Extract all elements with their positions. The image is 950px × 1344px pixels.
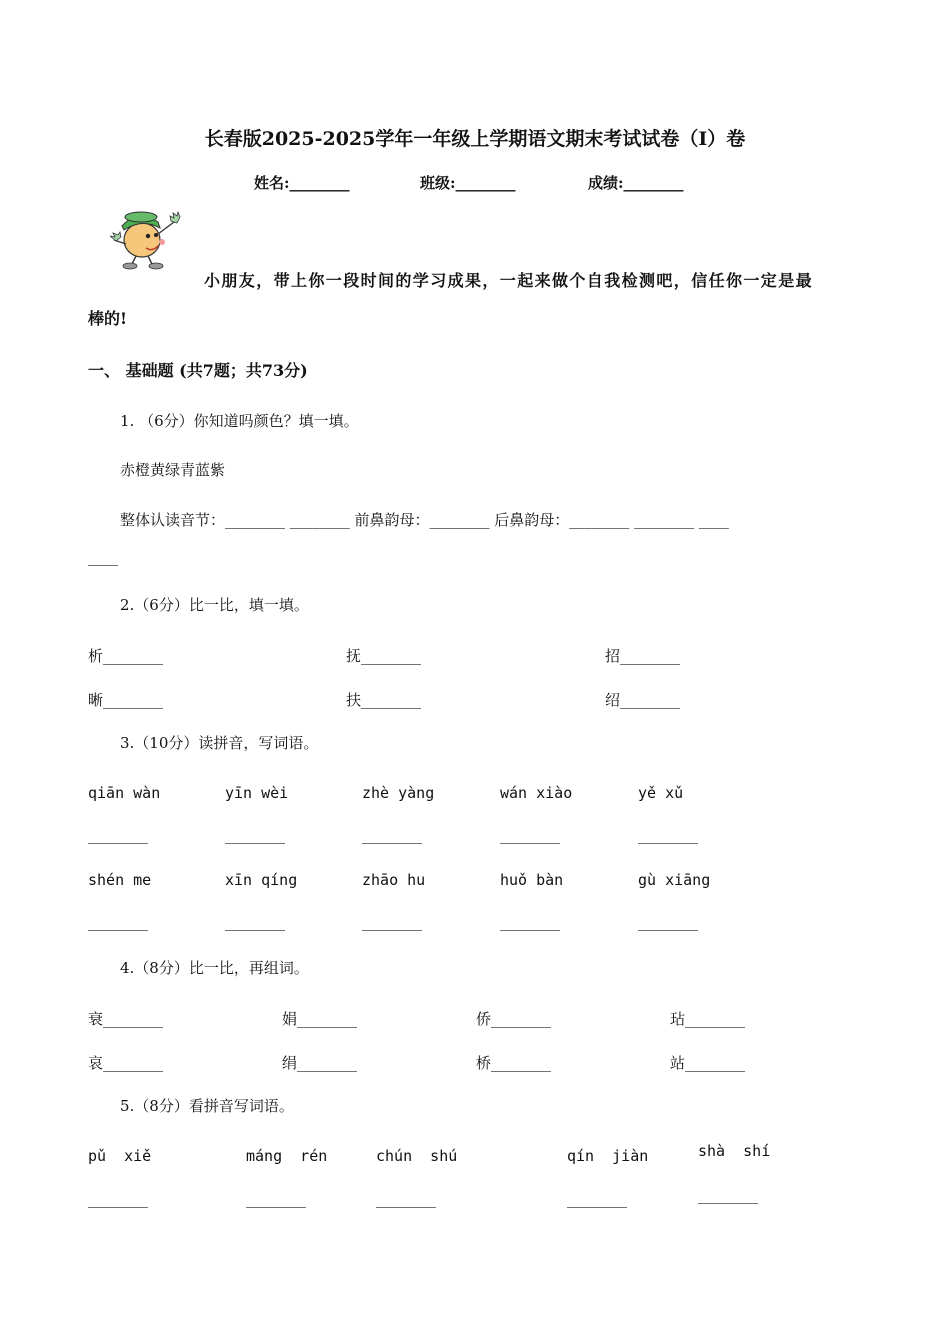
- answer-blank[interactable]: ________: [88, 1190, 148, 1208]
- pinyin-label: qiān wàn: [88, 784, 161, 802]
- pinyin-label: máng rén: [246, 1147, 328, 1165]
- pinyin-label: zhāo hu: [362, 871, 426, 889]
- pinyin-label: gù xiāng: [638, 871, 711, 889]
- name-field[interactable]: 姓名:________: [254, 174, 350, 192]
- question-1-fill-tail[interactable]: ____: [88, 548, 118, 566]
- pinyin-label: zhè yàng: [362, 784, 435, 802]
- score-field[interactable]: 成绩:________: [588, 174, 684, 192]
- question-1-stem: 1. （6分）你知道吗颜色？填一填。: [120, 412, 359, 430]
- answer-blank[interactable]: ________: [376, 1190, 436, 1208]
- answer-blank[interactable]: ________: [225, 913, 285, 931]
- question-4-item[interactable]: 桥________: [476, 1054, 552, 1072]
- answer-blank[interactable]: ________: [638, 826, 698, 844]
- answer-blank[interactable]: ________: [225, 826, 285, 844]
- question-2-item[interactable]: 扶________: [346, 691, 422, 709]
- pinyin-label: shà shí: [698, 1142, 771, 1160]
- answer-blank[interactable]: ________: [500, 913, 560, 931]
- answer-blank[interactable]: ________: [698, 1186, 758, 1204]
- section-heading: 一、 基础题 (共7题；共73分): [88, 361, 308, 380]
- pinyin-label: qín jiàn: [567, 1147, 649, 1165]
- question-2-item[interactable]: 招________: [605, 647, 681, 665]
- question-2-stem: 2.（6分）比一比，填一填。: [120, 596, 309, 614]
- question-1-fill-line[interactable]: 整体认读音节：________ ________ 前鼻韵母：________ 后鼻韵母：________ ________ ____: [120, 511, 729, 529]
- question-4-item[interactable]: 衰________: [88, 1010, 164, 1028]
- question-4-item[interactable]: 玷________: [670, 1010, 746, 1028]
- question-4-item[interactable]: 绢________: [282, 1054, 358, 1072]
- question-2-item[interactable]: 晰________: [88, 691, 164, 709]
- pinyin-label: shén me: [88, 871, 152, 889]
- pinyin-label: pǔ xiě: [88, 1147, 152, 1165]
- pinyin-label: huǒ bàn: [500, 871, 564, 889]
- answer-blank[interactable]: ________: [362, 826, 422, 844]
- answer-blank[interactable]: ________: [88, 826, 148, 844]
- answer-blank[interactable]: ________: [88, 913, 148, 931]
- question-4-item[interactable]: 娟________: [282, 1010, 358, 1028]
- page-title: 长春版2025-2025学年一年级上学期语文期末考试试卷（I）卷: [204, 128, 746, 150]
- answer-blank[interactable]: ________: [246, 1190, 306, 1208]
- answer-blank[interactable]: ________: [567, 1190, 627, 1208]
- question-1-colors: 赤橙黄绿青蓝紫: [120, 461, 226, 479]
- question-2-item[interactable]: 析________: [88, 647, 164, 665]
- pinyin-label: wán xiào: [500, 784, 573, 802]
- answer-blank[interactable]: ________: [362, 913, 422, 931]
- pinyin-label: yě xǔ: [638, 784, 684, 802]
- question-4-item[interactable]: 哀________: [88, 1054, 164, 1072]
- pinyin-label: xīn qíng: [225, 871, 298, 889]
- intro-text-cont: 棒的!: [88, 309, 128, 328]
- answer-blank[interactable]: ________: [500, 826, 560, 844]
- pinyin-label: yīn wèi: [225, 784, 289, 802]
- intro-text: 小朋友，带上你一段时间的学习成果，一起来做个自我检测吧，信任你一定是最: [204, 271, 814, 290]
- question-4-item[interactable]: 站________: [670, 1054, 746, 1072]
- class-field[interactable]: 班级:________: [420, 174, 516, 192]
- pinyin-label: chún shú: [376, 1147, 458, 1165]
- question-5-stem: 5.（8分）看拼音写词语。: [120, 1097, 294, 1115]
- answer-blank[interactable]: ________: [638, 913, 698, 931]
- question-4-item[interactable]: 侨________: [476, 1010, 552, 1028]
- mascot-icon: [108, 204, 188, 270]
- question-2-item[interactable]: 绍________: [605, 691, 681, 709]
- question-3-stem: 3.（10分）读拼音，写词语。: [120, 734, 319, 752]
- question-2-item[interactable]: 抚________: [346, 647, 422, 665]
- question-4-stem: 4.（8分）比一比，再组词。: [120, 959, 309, 977]
